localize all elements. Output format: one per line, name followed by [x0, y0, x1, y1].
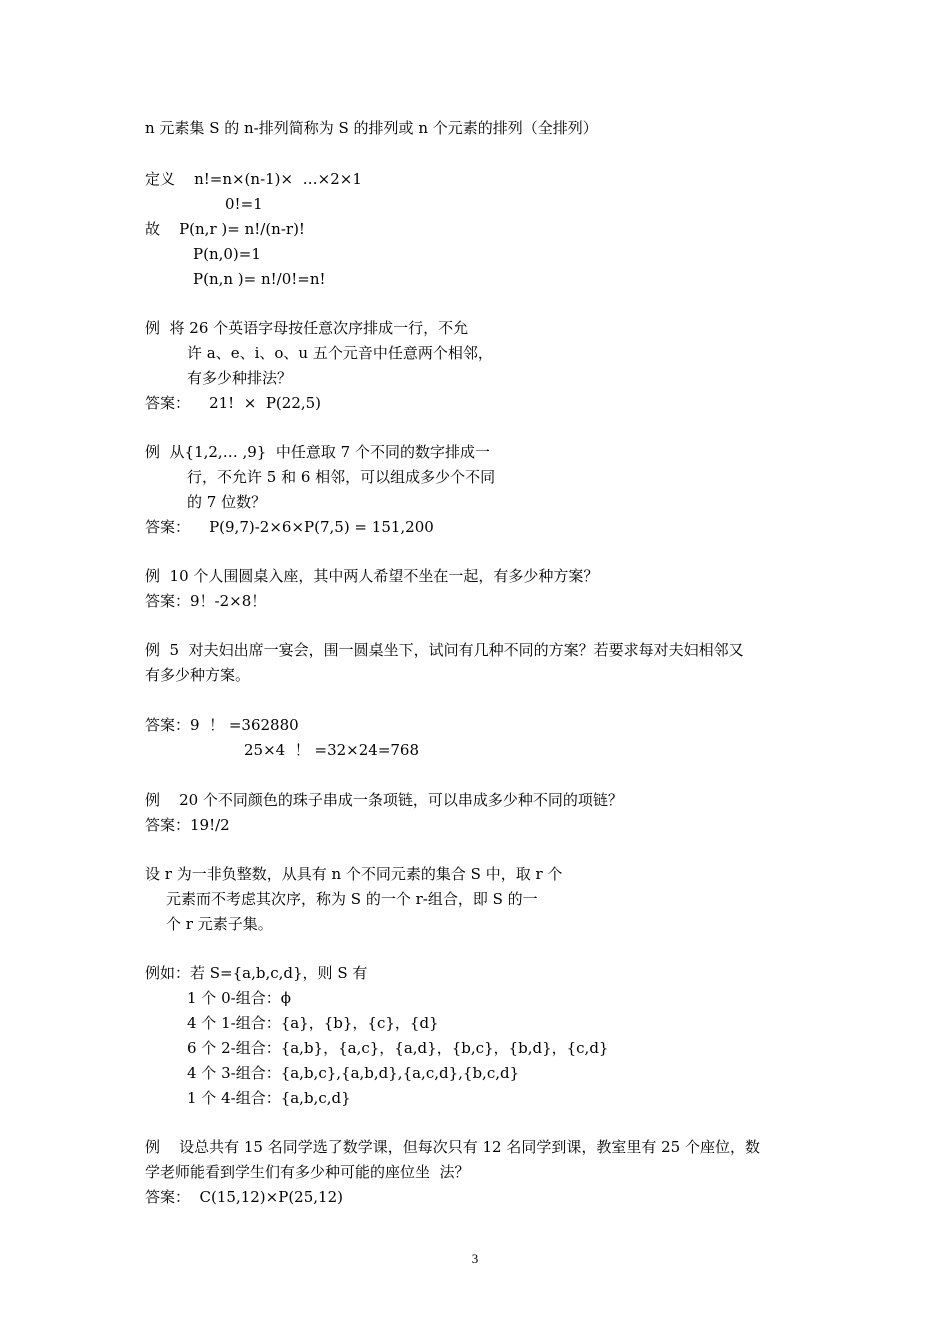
- text-line: 答案：9！-2×8！: [145, 592, 267, 610]
- text-line: 例 将 26 个英语字母按任意次序排成一行，不允: [145, 319, 469, 337]
- text-line: 6 个 2-组合：{a,b}，{a,c}，{a,d}，{b,c}，{b,d}，{c,d}: [187, 1039, 609, 1057]
- text-line: 的 7 位数？: [187, 493, 267, 511]
- text-line: 元素而不考虑其次序，称为 S 的一个 r-组合，即 S 的一: [166, 890, 538, 908]
- text-line: 4 个 1-组合：{a}，{b}，{c}，{d}: [187, 1014, 439, 1032]
- text-line: 定义 n!=n×(n-1)× …×2×1: [145, 170, 362, 188]
- text-line: 例 20 个不同颜色的珠子串成一条项链，可以串成多少种不同的项链？: [145, 791, 623, 809]
- text-line: 答案： C(15,12)×P(25,12): [145, 1188, 343, 1206]
- text-line: 个 r 元素子集。: [166, 915, 273, 933]
- text-line: 学老师能看到学生们有多少种可能的座位坐 法？: [145, 1163, 470, 1181]
- text-line: 许 a、e、i、o、u 五个元音中任意两个相邻，: [187, 344, 493, 362]
- text-line: 有多少种方案。: [145, 666, 251, 684]
- page-number: 3: [471, 1251, 479, 1266]
- text-line: 1 个 0-组合：ϕ: [187, 989, 291, 1007]
- text-line: n 元素集 S 的 n-排列简称为 S 的排列或 n 个元素的排列（全排列）: [145, 119, 598, 137]
- text-line: 例 10 个人围圆桌入座，其中两人希望不坐在一起，有多少种方案？: [145, 567, 599, 585]
- text-line: 故 P(n,r )= n!/(n-r)!: [145, 220, 305, 238]
- text-line: 0!=1: [225, 195, 263, 213]
- text-line: 例 5 对夫妇出席一宴会，围一圆桌坐下，试问有几种不同的方案？若要求每对夫妇相邻又: [145, 641, 744, 659]
- text-line: 25×4 ！ =32×24=768: [244, 741, 420, 759]
- text-line: 例 设总共有 15 名同学选了数学课，但每次只有 12 名同学到课，教室里有 25 个座位，数: [145, 1138, 760, 1156]
- text-line: 设 r 为一非负整数，从具有 n 个不同元素的集合 S 中，取 r 个: [145, 865, 563, 883]
- text-line: 4 个 3-组合：{a,b,c},{a,b,d},{a,c,d},{b,c,d}: [187, 1064, 520, 1082]
- text-line: 答案： P(9,7)-2×6×P(7,5) = 151,200: [145, 518, 434, 536]
- text-line: 答案：9 ！ =362880: [145, 716, 299, 734]
- text-line: 有多少种排法？: [187, 369, 293, 387]
- text-line: 例 从{1,2,… ,9} 中任意取 7 个不同的数字排成一: [145, 443, 490, 461]
- text-line: 答案： 21! × P(22,5): [145, 394, 322, 412]
- text-line: 答案：19!/2: [145, 816, 230, 834]
- text-line: 例如：若 S={a,b,c,d}，则 S 有: [145, 964, 368, 982]
- text-line: P(n,n )= n!/0!=n!: [193, 270, 326, 288]
- text-line: P(n,0)=1: [193, 245, 261, 263]
- text-line: 1 个 4-组合：{a,b,c,d}: [187, 1089, 351, 1107]
- text-line: 行，不允许 5 和 6 相邻，可以组成多少个不同: [187, 468, 496, 486]
